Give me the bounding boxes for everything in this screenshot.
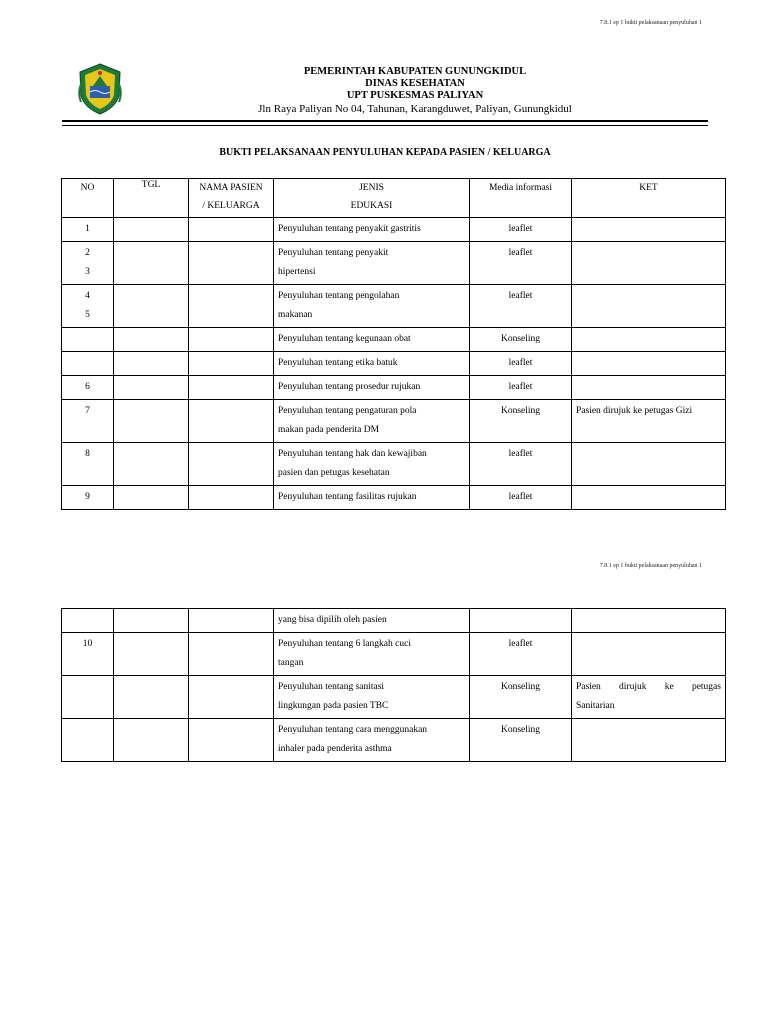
cell-no: 2 3 (62, 242, 114, 285)
col-header-media (470, 179, 572, 218)
cell-education-type: yang bisa dipilih oleh pasien (274, 609, 470, 633)
cell-patient-name (189, 376, 274, 400)
table-row (62, 376, 726, 400)
table-row (62, 328, 726, 352)
cell-patient-name (189, 400, 274, 443)
cell-no: 6 (62, 376, 114, 400)
page-reference-2: 7.8.1 ep 1 bukti pelaksanaan penyuluhan 1 (599, 563, 702, 569)
cell-media (470, 609, 572, 633)
cell-media: leaflet (470, 285, 572, 328)
cell-notes-word: dirujuk (619, 682, 647, 692)
table-row (62, 609, 726, 633)
cell-education-type: Penyuluhan tentang cara menggunakan inhaler pada penderita asthma (274, 719, 470, 762)
cell-education-type: Penyuluhan tentang etika batuk (274, 352, 470, 376)
cell-date (114, 242, 189, 285)
cell-date (114, 676, 189, 719)
cell-media: Konseling (470, 400, 572, 443)
cell-date (114, 609, 189, 633)
cell-no: 9 (62, 486, 114, 510)
page-reference: 7.8.1 ep 1 bukti pelaksanaan penyuluhan 1 (599, 20, 702, 26)
cell-patient-name (189, 633, 274, 676)
cell-no: 4 5 (62, 285, 114, 328)
cell-education-type: Penyuluhan tentang pengaturan pola makan pada penderita DM (274, 400, 470, 443)
table-row (62, 352, 726, 376)
cell-patient-name (189, 609, 274, 633)
cell-patient-name (189, 285, 274, 328)
table-row (62, 242, 726, 285)
table-row (62, 486, 726, 510)
cell-patient-name (189, 328, 274, 352)
table-row (62, 400, 726, 443)
regency-emblem-logo (75, 62, 125, 116)
cell-notes: Pasien dirujuk ke petugas Gizi (572, 400, 726, 443)
col-header-type-line2: EDUKASI (350, 201, 393, 211)
cell-no (62, 719, 114, 762)
cell-notes-line2: Sanitarian (576, 701, 615, 711)
cell-patient-name (189, 676, 274, 719)
col-header-no (62, 179, 114, 218)
cell-no (62, 328, 114, 352)
col-header-name-line1: NAMA PASIEN (199, 183, 263, 193)
cell-no: 10 (62, 633, 114, 676)
col-header-name (189, 179, 274, 218)
table-row (62, 719, 726, 762)
cell-notes (572, 352, 726, 376)
cell-patient-name (189, 486, 274, 510)
cell-no (62, 352, 114, 376)
cell-patient-name (189, 443, 274, 486)
col-header-name-line2: / KELUARGA (202, 201, 260, 211)
cell-media: leaflet (470, 633, 572, 676)
cell-notes (572, 218, 726, 242)
cell-notes-word: ke (664, 682, 674, 692)
cell-notes (572, 719, 726, 762)
table-row (62, 218, 726, 242)
cell-notes (572, 633, 726, 676)
cell-notes (572, 609, 726, 633)
cell-date (114, 400, 189, 443)
cell-date (114, 352, 189, 376)
table-header-row (62, 179, 726, 218)
cell-no (62, 676, 114, 719)
col-header-education-type (274, 179, 470, 218)
cell-education-type: Penyuluhan tentang fasilitas rujukan (274, 486, 470, 510)
cell-notes (572, 285, 726, 328)
col-header-media-label: Media informasi (488, 183, 553, 193)
table-row (62, 443, 726, 486)
cell-education-type: Penyuluhan tentang sanitasi lingkungan pada pasien TBC (274, 676, 470, 719)
cell-media: Konseling (470, 676, 572, 719)
cell-date (114, 486, 189, 510)
cell-notes (572, 486, 726, 510)
cell-date (114, 285, 189, 328)
cell-notes-word: petugas (691, 682, 721, 692)
cell-date (114, 719, 189, 762)
letterhead-government: PEMERINTAH KABUPATEN GUNUNGKIDUL (303, 66, 527, 77)
cell-media: leaflet (470, 352, 572, 376)
table-row (62, 285, 726, 328)
col-header-type-line1: JENIS (359, 183, 384, 193)
education-log-table (61, 178, 726, 510)
cell-date (114, 218, 189, 242)
cell-media: leaflet (470, 218, 572, 242)
letterhead-rule-thick (62, 120, 708, 122)
cell-education-type: Penyuluhan tentang kegunaan obat (274, 328, 470, 352)
cell-no: 7 (62, 400, 114, 443)
cell-media: leaflet (470, 376, 572, 400)
cell-notes (572, 242, 726, 285)
col-header-notes-label: KET (639, 183, 658, 193)
document-title: BUKTI PELAKSANAAN PENYULUHAN KEPADA PASIEN / KELUARGA (219, 147, 551, 158)
cell-notes (572, 328, 726, 352)
cell-patient-name (189, 218, 274, 242)
cell-date (114, 443, 189, 486)
cell-media: Konseling (470, 328, 572, 352)
cell-patient-name (189, 242, 274, 285)
cell-education-type: Penyuluhan tentang penyakit gastritis (274, 218, 470, 242)
letterhead-address: Jln Raya Paliyan No 04, Tahunan, Karangduwet, Paliyan, Gunungkidul (258, 103, 572, 115)
cell-media: leaflet (470, 443, 572, 486)
cell-media: leaflet (470, 242, 572, 285)
cell-media: leaflet (470, 486, 572, 510)
letterhead-rule-thin (62, 125, 708, 126)
cell-education-type: Penyuluhan tentang 6 langkah cuci tangan (274, 633, 470, 676)
cell-education-type: Penyuluhan tentang prosedur rujukan (274, 376, 470, 400)
letterhead-agency: DINAS KESEHATAN (365, 78, 465, 89)
cell-education-type: Penyuluhan tentang pengolahan makanan (274, 285, 470, 328)
cell-date (114, 633, 189, 676)
cell-patient-name (189, 352, 274, 376)
letterhead (130, 66, 700, 115)
cell-education-type: Penyuluhan tentang penyakit hipertensi (274, 242, 470, 285)
cell-date (114, 376, 189, 400)
letterhead-unit: UPT PUSKESMAS PALIYAN (346, 90, 484, 101)
cell-notes-word: Pasien (576, 682, 601, 692)
cell-notes (572, 376, 726, 400)
col-header-date (114, 179, 189, 218)
cell-media: Konseling (470, 719, 572, 762)
education-log-table-continued (61, 608, 726, 762)
cell-no (62, 609, 114, 633)
col-header-no-label: NO (80, 183, 95, 193)
cell-date (114, 328, 189, 352)
cell-no: 8 (62, 443, 114, 486)
cell-no: 1 (62, 218, 114, 242)
cell-education-type: Penyuluhan tentang hak dan kewajiban pasien dan petugas kesehatan (274, 443, 470, 486)
col-header-notes (572, 179, 726, 218)
cell-notes (572, 443, 726, 486)
table-row (62, 676, 726, 719)
col-header-date-label: TGL (141, 180, 161, 190)
cell-notes (572, 676, 726, 719)
table-row (62, 633, 726, 676)
cell-patient-name (189, 719, 274, 762)
